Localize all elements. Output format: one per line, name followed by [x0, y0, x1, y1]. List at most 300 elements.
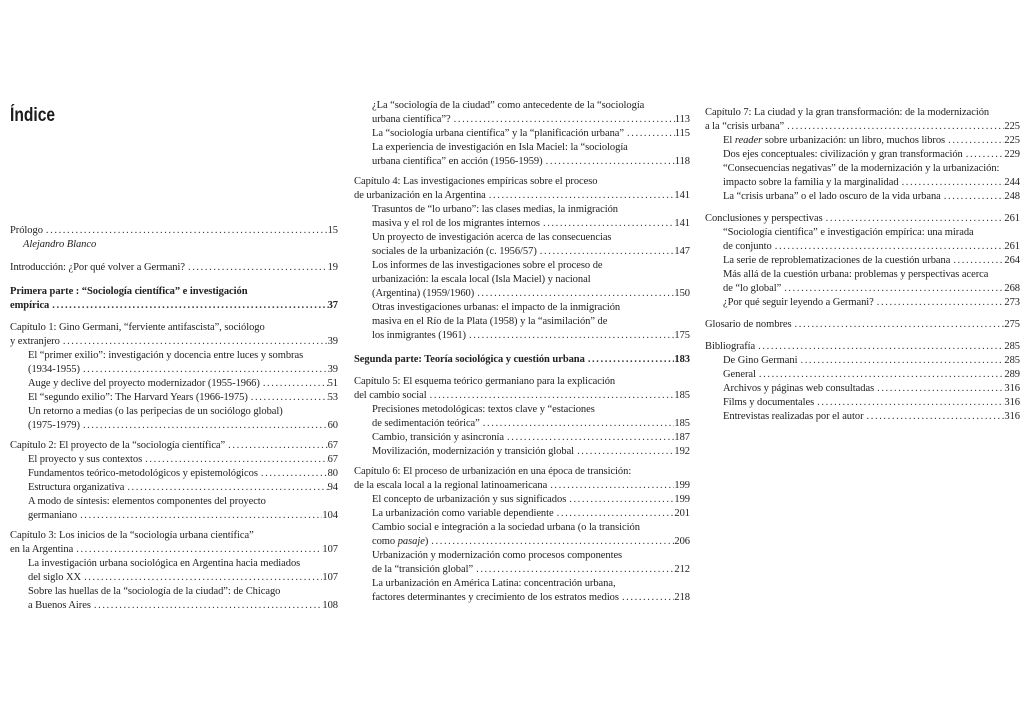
dot-leader: [77, 509, 322, 523]
toc-entry: [10, 467, 338, 481]
dot-leader: [473, 563, 674, 577]
toc-entry-text: La serie de reproblematizaciones de la cuestión urbana: [723, 255, 951, 266]
toc-entry-text: Prólogo: [10, 225, 43, 236]
toc-entry-text: Trasuntos de “lo urbano”: las clases medias, la inmigración: [372, 204, 618, 215]
dot-leader: [49, 299, 327, 313]
toc-line: [28, 405, 338, 419]
toc-entry-text: urbanización: la escala local (Isla Maciel) y nacional: [372, 274, 591, 285]
dot-leader: [260, 377, 328, 391]
dot-leader: [474, 287, 674, 301]
toc-entry: [705, 354, 1020, 368]
toc-line: [372, 231, 690, 245]
toc-entry-text: Capítulo 1: Gino Germani, “ferviente antifascista”, sociólogo: [10, 322, 265, 333]
toc-entry-text: General: [723, 369, 756, 380]
page-number: 67: [327, 454, 338, 465]
dot-leader: [874, 382, 1004, 396]
toc-entry-text: de “lo global”: [723, 283, 782, 294]
toc-line: [372, 577, 690, 591]
toc-entry: [354, 203, 690, 231]
page-number: 316: [1004, 397, 1020, 408]
page-number: 289: [1004, 369, 1020, 380]
toc-line: [723, 368, 1020, 382]
page-number: 118: [674, 156, 690, 167]
toc-entry-text: El concepto de urbanización y sus significados: [372, 494, 567, 505]
toc-entry: [354, 577, 690, 605]
toc-entry-text: Capítulo 4: Las investigaciones empíricas sobre el proceso: [354, 176, 598, 187]
page-number: 185: [674, 418, 690, 429]
toc-entry: [10, 349, 338, 377]
toc-line: [705, 106, 1020, 120]
dot-leader: [784, 120, 1004, 134]
toc-entry: [705, 382, 1020, 396]
toc-line: [10, 529, 338, 543]
toc-entry: [705, 396, 1020, 410]
toc-line: [10, 285, 338, 299]
toc-entry: [705, 190, 1020, 204]
toc-entry-text: “Sociología científica” e investigación empírica: una mirada: [723, 227, 974, 238]
toc-entry-text: Capítulo 7: La ciudad y la gran transformación: de la modernización: [705, 107, 990, 118]
dot-leader: [797, 354, 1004, 368]
toc-line: [705, 318, 1020, 332]
toc-line: [10, 224, 338, 238]
toc-line: [723, 354, 1020, 368]
page-number: 225: [1004, 135, 1020, 146]
toc-entry-text: De Gino Germani: [723, 355, 798, 366]
page-number: 261: [1004, 241, 1020, 252]
toc-entry-text: El “primer exilio”: investigación y docencia entre luces y sombras: [28, 350, 304, 361]
toc-line: [372, 329, 690, 343]
toc-entry: [354, 521, 690, 549]
page-number: 150: [674, 288, 690, 299]
dot-leader: [792, 318, 1005, 332]
toc-entry-text: y extranjero: [10, 336, 60, 347]
toc-line: [372, 217, 690, 231]
toc-entry: [354, 507, 690, 521]
toc-line: [10, 439, 338, 453]
page-number: 107: [322, 544, 338, 555]
page-number: 80: [327, 468, 338, 479]
page-number: 175: [674, 330, 690, 341]
toc-line: [10, 321, 338, 335]
toc-entry: [354, 301, 690, 343]
page-number: 225: [1004, 121, 1020, 132]
toc-entry-text: Cambio, transición y asincronía: [372, 432, 505, 443]
toc-entry-text: Segunda parte: Teoría sociológica y cuestión urbana: [354, 354, 585, 365]
toc-line: [723, 176, 1020, 190]
page-number: 244: [1004, 177, 1020, 188]
toc-line: [372, 155, 690, 169]
toc-entry: [10, 495, 338, 523]
page-number: 60: [327, 420, 338, 431]
page-number: 183: [674, 354, 690, 365]
toc-entry-text: factores determinantes y crecimiento de los estratos medios: [372, 592, 619, 603]
toc-entry-text: Urbanización y modernización como procesos componentes: [372, 550, 623, 561]
toc-line: [372, 445, 690, 459]
toc-line: [354, 465, 690, 479]
toc-entry: [354, 375, 690, 403]
dot-leader: [427, 389, 675, 403]
toc-line: [10, 335, 338, 349]
dot-leader: [624, 127, 675, 141]
toc-line: [723, 254, 1020, 268]
dot-leader: [585, 353, 675, 367]
page-number: 39: [327, 364, 338, 375]
toc-line: [372, 563, 690, 577]
dot-leader: [823, 212, 1005, 226]
toc-line: [372, 549, 690, 563]
toc-entry: [705, 268, 1020, 296]
toc-entry-text: El proyecto y sus contextos: [28, 454, 143, 465]
toc-entry-text: Primera parte : “Sociología científica” e investigación: [10, 286, 248, 297]
dot-leader: [504, 431, 674, 445]
toc-line: [354, 175, 690, 189]
page-number: 273: [1004, 297, 1020, 308]
toc-entry-text: Archivos y páginas web consultadas: [723, 383, 875, 394]
toc-line: [372, 287, 690, 301]
toc-entry-text: Precisiones metodológicas: textos clave y “estaciones: [372, 404, 595, 415]
page-number: 53: [327, 392, 338, 403]
toc-line: [723, 382, 1020, 396]
page-number: 104: [322, 510, 338, 521]
dot-leader: [547, 479, 674, 493]
dot-leader: [950, 254, 1004, 268]
dot-leader: [619, 591, 674, 605]
toc-line: [354, 389, 690, 403]
page-number: 107: [322, 572, 338, 583]
dot-leader: [941, 190, 1005, 204]
toc-entry-text: Capítulo 2: El proyecto de la “sociología científica”: [10, 440, 226, 451]
toc-entry: [10, 238, 338, 252]
toc-line: [372, 507, 690, 521]
toc-line: [372, 403, 690, 417]
toc-line: [28, 571, 338, 585]
toc-line: [723, 134, 1020, 148]
page-title: Índice: [10, 105, 56, 126]
toc-line: [28, 467, 338, 481]
dot-leader: [43, 224, 328, 238]
page-number: 261: [1004, 213, 1020, 224]
toc-entry-text: “Consecuencias negativas” de la modernización y la urbanización:: [723, 163, 1000, 174]
toc-entry-text: empírica: [10, 300, 50, 311]
toc-entry-text: Entrevistas realizadas por el autor: [723, 411, 864, 422]
dot-leader: [142, 453, 327, 467]
toc-line: [705, 340, 1020, 354]
toc-line: [10, 261, 338, 275]
toc-entry-text: impacto sobre la familia y la marginalidad: [723, 177, 899, 188]
page-number: 316: [1004, 411, 1020, 422]
toc-entry: [354, 431, 690, 445]
dot-leader: [248, 391, 328, 405]
toc-entry: [705, 340, 1020, 354]
dot-leader: [124, 481, 327, 495]
toc-entry-text: Fundamentos teórico-metodológicos y epistemológicos: [28, 468, 258, 479]
toc-entry: [354, 465, 690, 493]
toc-line: [723, 396, 1020, 410]
toc-entry-text: Glosario de nombres: [705, 319, 792, 330]
toc-entry-text: A modo de síntesis: elementos componentes del proyecto: [28, 496, 266, 507]
toc-line: [372, 273, 690, 287]
toc-line: [372, 521, 690, 535]
toc-entry: [10, 585, 338, 613]
toc-entry-text: urbana científica” en acción (1956-1959): [372, 156, 543, 167]
toc-entry-text: los inmigrantes (1961): [372, 330, 466, 341]
toc-line: [705, 120, 1020, 134]
toc-line: [372, 203, 690, 217]
toc-entry: [10, 261, 338, 275]
toc-entry: [10, 453, 338, 467]
page-number: 51: [327, 378, 338, 389]
dot-leader: [225, 439, 327, 453]
toc-line: [28, 509, 338, 523]
toc-entry-text: El reader sobre urbanización: un libro, muchos libros: [723, 135, 946, 146]
toc-entry: [705, 134, 1020, 148]
toc-entry-text: urbana científica”?: [372, 114, 451, 125]
page-number: 185: [674, 390, 690, 401]
toc-entry-text: La investigación urbana sociológica en Argentina hacia mediados: [28, 558, 301, 569]
toc-line: [354, 479, 690, 493]
toc-entry: [10, 285, 338, 313]
page-number: 275: [1004, 319, 1020, 330]
dot-leader: [466, 329, 674, 343]
toc-entry: [705, 410, 1020, 424]
toc-entry: [10, 405, 338, 433]
toc-entry-text: en la Argentina: [10, 544, 74, 555]
toc-entry-text: (Argentina) (1959/1960): [372, 288, 475, 299]
page-number: 15: [327, 225, 338, 236]
dot-leader: [963, 148, 1005, 162]
toc-entry-text: Dos ejes conceptuales: civilización y gran transformación: [723, 149, 963, 160]
dot-leader: [566, 493, 674, 507]
toc-entry-text: La urbanización como variable dependiente: [372, 508, 554, 519]
toc-line: [723, 148, 1020, 162]
toc-line: [10, 299, 338, 313]
page-number: 206: [674, 536, 690, 547]
toc-line: [723, 296, 1020, 310]
dot-leader: [781, 282, 1004, 296]
toc-entry: [705, 368, 1020, 382]
page-number: 212: [674, 564, 690, 575]
dot-leader: [81, 571, 322, 585]
page-number: 218: [674, 592, 690, 603]
dot-leader: [945, 134, 1004, 148]
toc-entry-text: de conjunto: [723, 241, 772, 252]
page-number: 113: [674, 114, 690, 125]
toc-entry: [354, 493, 690, 507]
toc-line: [354, 375, 690, 389]
toc-entry-text: Otras investigaciones urbanas: el impacto de la inmigración: [372, 302, 621, 313]
dot-leader: [814, 396, 1004, 410]
dot-leader: [543, 155, 675, 169]
dot-leader: [486, 189, 675, 203]
toc-line: [28, 557, 338, 571]
toc-entry-text: del siglo XX: [28, 572, 82, 583]
page-number: 108: [322, 600, 338, 611]
toc-entry: [705, 106, 1020, 134]
toc-entry: [354, 141, 690, 169]
dot-leader: [185, 261, 328, 275]
toc-line: [28, 495, 338, 509]
toc-entry: [705, 212, 1020, 226]
dot-leader: [864, 410, 1005, 424]
toc-line: [28, 391, 338, 405]
toc-line: [372, 113, 690, 127]
toc-line: [723, 190, 1020, 204]
toc-line: [372, 245, 690, 259]
toc-entry-text: Más allá de la cuestión urbana: problemas y perspectivas acerca: [723, 269, 989, 280]
page-number: 94: [327, 482, 338, 493]
toc-entry: [705, 318, 1020, 332]
toc-entry-text: Capítulo 5: El esquema teórico germaniano para la explicación: [354, 376, 616, 387]
toc-entry-text: La “crisis urbana” o el lado oscuro de la vida urbana: [723, 191, 941, 202]
page-number: 229: [1004, 149, 1020, 160]
page-number: 37: [327, 300, 338, 311]
toc-entry-text: Bibliografía: [705, 341, 756, 352]
toc-entry-text: Los informes de las investigaciones sobre el proceso de: [372, 260, 603, 271]
toc-entry: [705, 254, 1020, 268]
toc-line: [372, 127, 690, 141]
toc-line: [10, 543, 338, 557]
toc-entry-text: Introducción: ¿Por qué volver a Germani?: [10, 262, 185, 273]
toc-line: [723, 410, 1020, 424]
toc-entry-text: germaniano: [28, 510, 78, 521]
page-number: 67: [327, 440, 338, 451]
toc-entry-text: Capítulo 3: Los inicios de la “sociología urbana científica”: [10, 530, 254, 541]
toc-entry: [10, 439, 338, 453]
toc-entry: [354, 445, 690, 459]
toc-entry: [10, 377, 338, 391]
toc-line: [372, 417, 690, 431]
toc-line: [723, 268, 1020, 282]
toc-entry: [354, 403, 690, 431]
toc-line: [28, 453, 338, 467]
toc-entry-text: del cambio social: [354, 390, 427, 401]
toc-entry-text: a Buenos Aires: [28, 600, 91, 611]
toc-entry-text: Conclusiones y perspectivas: [705, 213, 823, 224]
page-number: 199: [674, 480, 690, 491]
toc-line: [354, 353, 690, 367]
toc-entry: [10, 224, 338, 238]
toc-entry-text: La experiencia de investigación en Isla Maciel: la “sociología: [372, 142, 628, 153]
toc-line: [723, 240, 1020, 254]
toc-entry-text: ¿La “sociología de la ciudad” como antecedente de la “sociología: [372, 100, 645, 111]
page-number: 285: [1004, 355, 1020, 366]
toc-line: [28, 585, 338, 599]
dot-leader: [80, 419, 328, 433]
toc-line: [723, 282, 1020, 296]
dot-leader: [451, 113, 675, 127]
toc-entry: [10, 481, 338, 495]
page-number: 39: [327, 336, 338, 347]
toc-line: [372, 591, 690, 605]
toc-entry: [705, 296, 1020, 310]
toc-column-middle: [354, 99, 690, 605]
toc-line: [372, 493, 690, 507]
dot-leader: [755, 340, 1004, 354]
toc-entry-text: Films y documentales: [723, 397, 815, 408]
toc-entry-text: a la “crisis urbana”: [705, 121, 785, 132]
toc-entry: [354, 353, 690, 367]
toc-entry-text: Un proyecto de investigación acerca de las consecuencias: [372, 232, 612, 243]
toc-line: [372, 259, 690, 273]
page-number: 115: [674, 128, 690, 139]
toc-line: [723, 162, 1020, 176]
toc-line: [354, 189, 690, 203]
dot-leader: [428, 535, 674, 549]
toc-entry: [354, 127, 690, 141]
toc-entry: [10, 391, 338, 405]
page-number: 19: [327, 262, 338, 273]
toc-entry-text: Estructura organizativa: [28, 482, 125, 493]
toc-entry-text: de la escala local a la regional latinoamericana: [354, 480, 548, 491]
toc-entry-text: sociales de la urbanización (c. 1956/57): [372, 246, 537, 257]
dot-leader: [574, 445, 674, 459]
page-number: 264: [1004, 255, 1020, 266]
toc-entry-text: Cambio social e integración a la sociedad urbana (o la transición: [372, 522, 640, 533]
dot-leader: [537, 245, 675, 259]
toc-entry-text: La urbanización en América Latina: concentración urbana,: [372, 578, 616, 589]
page-number: 141: [674, 218, 690, 229]
toc-line: [372, 141, 690, 155]
page-number: 141: [674, 190, 690, 201]
dot-leader: [258, 467, 328, 481]
page-number: 192: [674, 446, 690, 457]
toc-line: [28, 363, 338, 377]
dot-leader: [80, 363, 328, 377]
dot-leader: [874, 296, 1005, 310]
dot-leader: [772, 240, 1005, 254]
dot-leader: [60, 335, 328, 349]
toc-line: [28, 481, 338, 495]
toc-entry-text: de la “transición global”: [372, 564, 474, 575]
toc-entry-text: La “sociología urbana científica” y la “planificación urbana”: [372, 128, 625, 139]
toc-entry: [705, 162, 1020, 190]
toc-entry: [705, 226, 1020, 254]
page-number: 147: [674, 246, 690, 257]
toc-entry-text: como pasaje): [372, 536, 429, 547]
toc-entry-text: de sedimentación teórica”: [372, 418, 480, 429]
toc-entry-text: (1934-1955): [28, 364, 80, 375]
toc-line: [23, 238, 338, 252]
toc-column-left: [10, 224, 338, 613]
toc-entry-text: Un retorno a medias (o las peripecias de un sociólogo global): [28, 406, 283, 417]
toc-entry: [10, 321, 338, 349]
toc-line: [28, 419, 338, 433]
toc-entry: [10, 557, 338, 585]
page-number: 316: [1004, 383, 1020, 394]
toc-entry-text: (1975-1979): [28, 420, 80, 431]
toc-column-right: [705, 106, 1020, 424]
toc-entry: [354, 99, 690, 127]
toc-entry: [354, 231, 690, 259]
toc-entry-text: Movilización, modernización y transición global: [372, 446, 575, 457]
page-number: 199: [674, 494, 690, 505]
page-number: 268: [1004, 283, 1020, 294]
dot-leader: [480, 417, 675, 431]
page-number: 248: [1004, 191, 1020, 202]
dot-leader: [899, 176, 1005, 190]
page-number: 201: [674, 508, 690, 519]
page-number: 285: [1004, 341, 1020, 352]
toc-entry-text: Auge y declive del proyecto modernizador (1955-1966): [28, 378, 260, 389]
toc-entry-text: ¿Por qué seguir leyendo a Germani?: [723, 297, 874, 308]
toc-entry: [354, 259, 690, 301]
toc-line: [705, 212, 1020, 226]
toc-line: [723, 226, 1020, 240]
toc-line: [28, 349, 338, 363]
dot-leader: [73, 543, 322, 557]
toc-entry: [10, 529, 338, 557]
toc-entry-text: masiva en el Río de la Plata (1958) y la “asimilación” de: [372, 316, 608, 327]
